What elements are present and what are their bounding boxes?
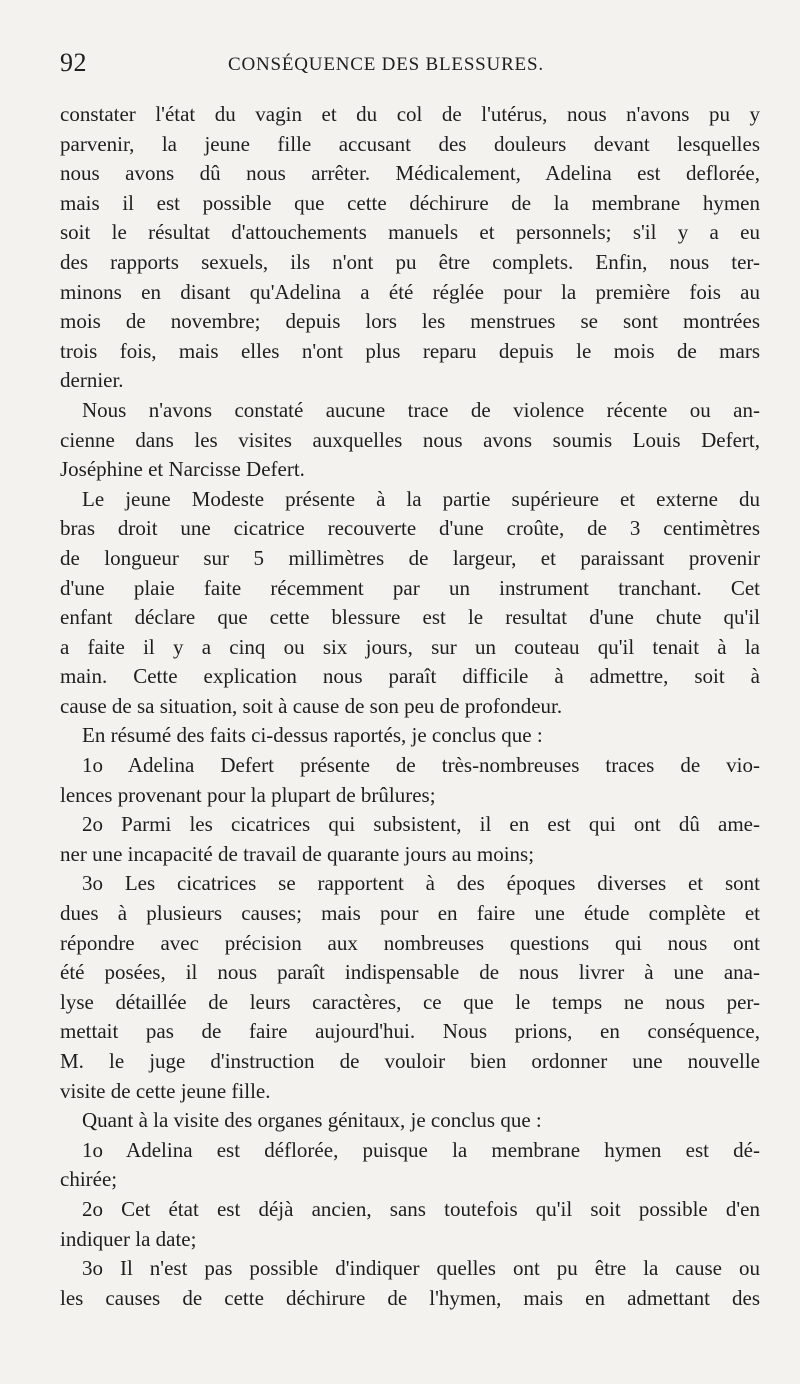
text-line: les causes de cette déchirure de l'hymen, mais en admettant des (60, 1285, 760, 1310)
text-line: minons en disant qu'Adelina a été réglée pour la première fois au (60, 279, 760, 304)
text-line: mois de novembre; depuis lors les menstrues se sont montrées (60, 309, 760, 334)
text-line: lyse détaillée de leurs caractères, ce que le temps ne nous per- (60, 989, 760, 1014)
text-line: dernier. (60, 368, 124, 393)
text-line: dues à plusieurs causes; mais pour en faire une étude complète et (60, 901, 760, 926)
running-head (60, 48, 760, 78)
text-line: visite de cette jeune fille. (60, 1078, 271, 1103)
text-line: répondre avec précision aux nombreuses questions qui nous ont (60, 930, 760, 955)
text-line: 3o Il n'est pas possible d'indiquer quelles ont pu être la cause ou (82, 1256, 760, 1281)
text-line: 2o Cet état est déjà ancien, sans toutefois qu'il soit possible d'en (82, 1196, 760, 1221)
text-line: 2o Parmi les cicatrices qui subsistent, il en est qui ont dû ame- (82, 812, 760, 837)
text-line: des rapports sexuels, ils n'ont pu être complets. Enfin, nous ter- (60, 249, 760, 274)
text-line: 1o Adelina Defert présente de très-nombreuses traces de vio- (82, 753, 760, 778)
text-line: indiquer la date; (60, 1226, 197, 1251)
text-line: bras droit une cicatrice recouverte d'une croûte, de 3 centimètres (60, 516, 760, 541)
text-line: Quant à la visite des organes génitaux, je conclus que : (82, 1108, 542, 1133)
text-line: 1o Adelina est déflorée, puisque la membrane hymen est dé- (82, 1137, 760, 1162)
text-line: Joséphine et Narcisse Defert. (60, 457, 305, 482)
body-text (60, 100, 760, 1313)
page-number: 92 (60, 48, 87, 77)
text-line: été posées, il nous paraît indispensable de nous livrer à une ana- (60, 960, 760, 985)
text-line: de longueur sur 5 millimètres de largeur, et paraissant provenir (60, 545, 760, 570)
running-title: CONSÉQUENCE DES BLESSURES. (228, 54, 544, 75)
text-line: parvenir, la jeune fille accusant des douleurs devant lesquelles (60, 131, 760, 156)
text-line: enfant déclare que cette blessure est le resultat d'une chute qu'il (60, 605, 760, 630)
text-line: ner une incapacité de travail de quarante jours au moins; (60, 841, 535, 866)
text-line: M. le juge d'instruction de vouloir bien ordonner une nouvelle (60, 1049, 760, 1073)
text-line: a faite il y a cinq ou six jours, sur un couteau qu'il tenait à la (60, 634, 760, 659)
text-line: soit le résultat d'attouchements manuels et personnels; s'il y a eu (60, 220, 760, 245)
text-line: trois fois, mais elles n'ont plus reparu depuis le mois de mars (60, 338, 760, 363)
text-line: d'une plaie faite récemment par un instrument tranchant. Cet (60, 575, 760, 600)
text-line: nous avons dû nous arrêter. Médicalement, Adelina est deflorée, (60, 161, 760, 186)
text-line: cause de sa situation, soit à cause de son peu de profondeur. (60, 693, 563, 718)
text-line: Le jeune Modeste présente à la partie supérieure et externe du (82, 486, 760, 511)
text-line: mais il est possible que cette déchirure de la membrane hymen (60, 190, 760, 215)
text-line: 3o Les cicatrices se rapportent à des époques diverses et sont (82, 871, 760, 896)
text-line: chirée; (60, 1167, 118, 1192)
text-line: En résumé des faits ci-dessus raportés, je conclus que : (82, 723, 543, 748)
text-line: lences provenant pour la plupart de brûlures; (60, 782, 436, 807)
text-line: cienne dans les visites auxquelles nous avons soumis Louis Defert, (60, 427, 760, 452)
text-line: mettait pas de faire aujourd'hui. Nous prions, en conséquence, (60, 1019, 760, 1044)
text-line: constater l'état du vagin et du col de l'utérus, nous n'avons pu y (60, 102, 760, 126)
text-line: Nous n'avons constaté aucune trace de violence récente ou an- (82, 397, 760, 422)
text-line: main. Cette explication nous paraît difficile à admettre, soit à (60, 664, 760, 689)
